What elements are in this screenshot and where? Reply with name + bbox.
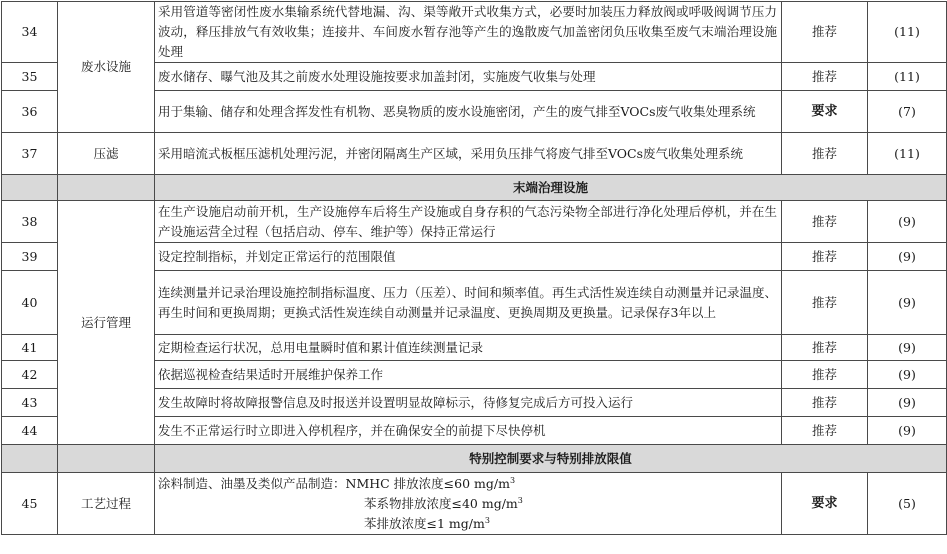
row-number: 43 [2, 389, 58, 417]
row-description: 定期检查运行状况，总用电量瞬时值和累计值连续测量记录 [155, 335, 782, 361]
row-description: 发生故障时将故障报警信息及时报送并设置明显故障标示，待修复完成后方可投入运行 [155, 389, 782, 417]
row-description: 发生不正常运行时立即进入停机程序，并在确保安全的前提下尽快停机 [155, 417, 782, 445]
requirement-level: 推荐 [782, 243, 868, 271]
row-description: 依据巡视检查结果适时开展维护保养工作 [155, 361, 782, 389]
table-row [2, 201, 947, 243]
requirement-level: 推荐 [782, 361, 868, 389]
emission-line-benzene: 苯排放浓度≤1 $mg/m^3$ [364, 515, 490, 531]
row-number: 39 [2, 243, 58, 271]
reference-number: (11) [868, 2, 947, 63]
emission-limits [155, 473, 782, 535]
requirements-table [1, 1, 947, 535]
emission-line-benzene-series: 苯系物排放浓度≤40 $mg/m^3$ [364, 495, 523, 511]
row-number: 42 [2, 361, 58, 389]
row-description: 连续测量并记录治理设施控制指标温度、压力（压差）、时间和频率值。再生式活性炭连续自动测量并记录温度、再生时间和更换周期；更换式活性炭连续自动测量并记录温度、更换周期及更换量。记录保存3年以上 [155, 271, 782, 335]
row-number: 35 [2, 63, 58, 91]
reference-number: (11) [868, 63, 947, 91]
requirement-level: 要求 [782, 91, 868, 133]
reference-number: (9) [868, 271, 947, 335]
row-description: 采用暗流式板框压滤机处理污泥，并密闭隔离生产区域，采用负压排气将废气排至VOCs废气收集处理系统 [155, 133, 782, 175]
table-row [2, 473, 947, 535]
requirement-level: 推荐 [782, 271, 868, 335]
requirement-level: 要求 [782, 473, 868, 535]
row-description: 在生产设施启动前开机，生产设施停车后将生产设施或自身存积的气态污染物全部进行净化处理后停机，并在生产设施运营全过程（包括启动、停车、维护等）保持正常运行 [155, 201, 782, 243]
table-row [2, 133, 947, 175]
row-number: 41 [2, 335, 58, 361]
row-number: 40 [2, 271, 58, 335]
category-wastewater: 废水设施 [58, 2, 155, 133]
reference-number: (9) [868, 417, 947, 445]
row-number: 34 [2, 2, 58, 63]
category-process: 工艺过程 [58, 473, 155, 535]
row-number: 37 [2, 133, 58, 175]
row-description: 设定控制指标，并划定正常运行的范围限值 [155, 243, 782, 271]
section-header-row [2, 175, 947, 201]
row-description: 用于集输、储存和处理含挥发性有机物、恶臭物质的废水设施密闭，产生的废气排至VOCs废气收集处理系统 [155, 91, 782, 133]
reference-number: (9) [868, 335, 947, 361]
reference-number: (11) [868, 133, 947, 175]
reference-number: (9) [868, 389, 947, 417]
row-number: 45 [2, 473, 58, 535]
reference-number: (9) [868, 243, 947, 271]
row-number: 38 [2, 201, 58, 243]
table-row [2, 2, 947, 63]
row-description: 采用管道等密闭性废水集输系统代替地漏、沟、渠等敞开式收集方式，必要时加装压力释放阀或呼吸阀调节压力波动，释压排放气有效收集；连接井、车间废水暂存池等产生的逸散废气加盖密闭负压收集至废气末端治理设施处理 [155, 2, 782, 63]
requirement-level: 推荐 [782, 201, 868, 243]
requirement-level: 推荐 [782, 2, 868, 63]
category-filter-press: 压滤 [58, 133, 155, 175]
row-number: 36 [2, 91, 58, 133]
requirement-level: 推荐 [782, 133, 868, 175]
reference-number: (9) [868, 201, 947, 243]
section-header-row [2, 445, 947, 473]
section-title-end-treatment: 末端治理设施 [155, 175, 947, 201]
row-number: 44 [2, 417, 58, 445]
reference-number: (9) [868, 361, 947, 389]
category-operation: 运行管理 [58, 201, 155, 445]
reference-number: (7) [868, 91, 947, 133]
reference-number: (5) [868, 473, 947, 535]
requirement-level: 推荐 [782, 335, 868, 361]
emission-line-nmhc: 涂料制造、油墨及类似产品制造：NMHC 排放浓度≤60 $mg/m^3$ [158, 475, 516, 491]
requirement-level: 推荐 [782, 389, 868, 417]
section-title-special-limits: 特别控制要求与特别排放限值 [155, 445, 947, 473]
row-description: 废水储存、曝气池及其之前废水处理设施按要求加盖封闭，实施废气收集与处理 [155, 63, 782, 91]
requirement-level: 推荐 [782, 417, 868, 445]
requirement-level: 推荐 [782, 63, 868, 91]
